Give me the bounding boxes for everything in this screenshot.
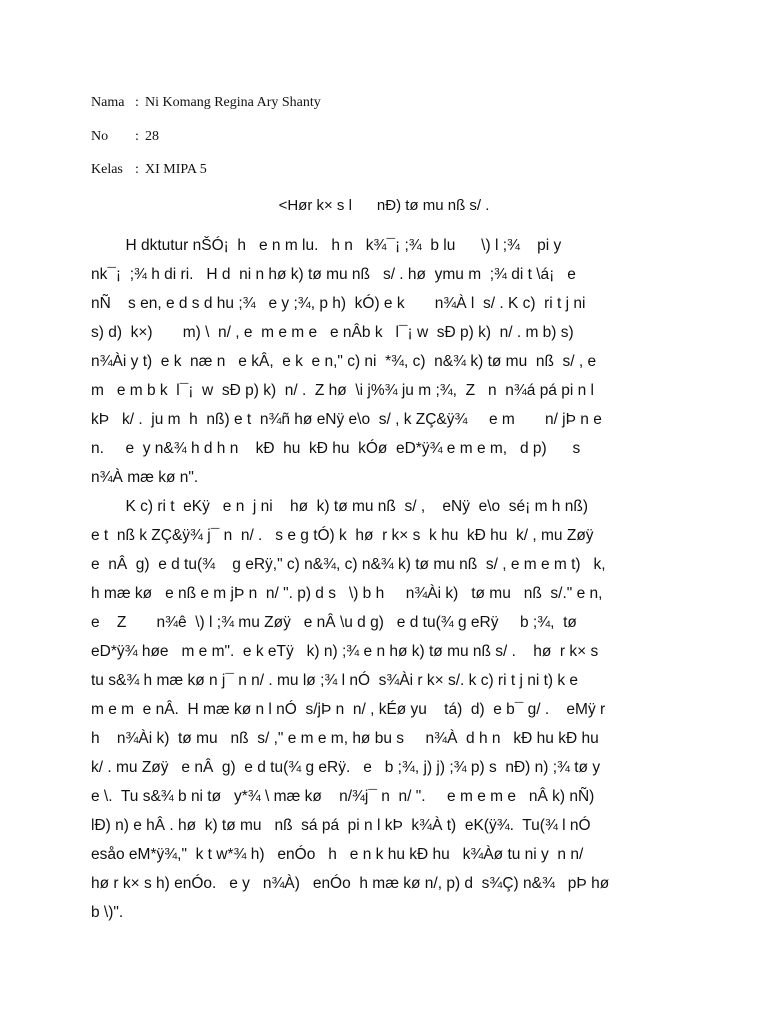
paragraph-line: eD*ÿ¾ høe m e m". e k eTÿ k) n) ;¾ e n hø k) tø mu nß s/ . hø r k× s xyxy=(91,643,599,660)
nama-value: Ni Komang Regina Ary Shanty xyxy=(145,95,321,110)
no-value: 28 xyxy=(145,129,159,144)
paragraph-line: e nÂ g) e d tu(¾ g eRÿ," c) n&¾, c) n&¾ k) tø mu nß s/ , e m e m t) k, xyxy=(91,556,606,573)
paragraph-line: K c) ri t eKÿ e n j ni hø k) tø mu nß s/ , eNÿ e\o sé¡ m h nß) xyxy=(91,498,588,515)
paragraph-line: m e m e nÂ. H mæ kø n l nÓ s/jÞ n n/ , kÉø yu tá) d) e b¯ g/ . eMÿ r xyxy=(91,701,606,718)
no-label: No xyxy=(91,129,109,144)
nama-separator: : xyxy=(135,95,139,110)
paragraph-line: b \)". xyxy=(91,904,124,921)
kelas-separator: : xyxy=(135,162,139,177)
paragraph-line: esåo eM*ÿ¾," k t w*¾ h) enÓo h e n k hu kÐ hu k¾Àø tu ni y n n/ xyxy=(91,846,584,863)
paragraph-line: e t nß k ZÇ&ÿ¾ j¯ n n/ . s e g tÓ) k hø r k× s k hu kÐ hu k/ , mu Zøÿ xyxy=(91,527,594,544)
paragraph-line: n¾Ài y t) e k næ n e kÂ, e k e n," c) ni *¾, c) n&¾ k) tø mu nß s/ , e xyxy=(91,353,597,370)
paragraph-line: m e m b k l¯¡ w sÐ p) k) n/ . Z hø \i j%¾ ju m ;¾, Z n n¾á pá pi n l xyxy=(91,382,594,399)
paragraph-line: h mæ kø e nß e m jÞ n n/ ". p) d s \) b h n¾Ài k) tø mu nß s/." e n, xyxy=(91,585,603,602)
nama-label: Nama xyxy=(91,95,125,110)
kelas-row xyxy=(91,161,207,179)
document-title: <Hør k× s l nÐ) tø mu nß s/ . xyxy=(278,197,490,214)
paragraph-line: h n¾Ài k) tø mu nß s/ ," e m e m, hø bu s n¾À d h n kÐ hu kÐ hu xyxy=(91,730,599,747)
paragraph-line: nÑ s en, e d s d hu ;¾ e y ;¾, p h) kÓ) e k n¾À l s/ . K c) ri t j ni xyxy=(91,295,586,312)
paragraph-line: nk¯¡ ;¾ h di ri. H d ni n hø k) tø mu nß s/ . hø ymu m ;¾ di t \á¡ e xyxy=(91,266,576,283)
no-row xyxy=(91,128,159,146)
no-separator: : xyxy=(135,129,139,144)
nama-row xyxy=(91,94,321,112)
paragraph-line: lÐ) n) e hÂ . hø k) tø mu nß sá pá pi n l kÞ k¾À t) eK(ÿ¾. Tu(¾ l nÓ xyxy=(91,817,591,834)
paragraph-line: hø r k× s h) enÓo. e y n¾À) enÓo h mæ kø n/, p) d s¾Ç) n&¾ pÞ hø xyxy=(91,875,610,892)
paragraph-line: e \. Tu s&¾ b ni tø y*¾ \ mæ kø n/¾j¯ n n/ ". e m e m e nÂ k) nÑ) xyxy=(91,788,595,805)
paragraph-line: n¾À mæ kø n". xyxy=(91,469,199,486)
paragraph-line: s) d) k×) m) \ n/ , e m e m e e nÂb k l¯¡ w sÐ p) k) n/ . m b) s) xyxy=(91,324,574,341)
paragraph-line: k/ . mu Zøÿ e nÂ g) e d tu(¾ g eRÿ. e b ;¾, j) j) ;¾ p) s nÐ) n) ;¾ tø y xyxy=(91,759,601,776)
paragraph-line: kÞ k/ . ju m h nß) e t n¾ñ hø eNÿ e\o s/ , k ZÇ&ÿ¾ e m n/ jÞ n e xyxy=(91,411,602,428)
paragraph-line: tu s&¾ h mæ kø n j¯ n n/ . mu lø ;¾ l nÓ s¾Ài r k× s/. k c) ri t j ni t) k e xyxy=(91,672,579,689)
kelas-value: XI MIPA 5 xyxy=(145,162,207,177)
kelas-label: Kelas xyxy=(91,162,123,177)
paragraph-line: H dktutur nŠÓ¡ h e n m lu. h n k¾¯¡ ;¾ b lu \) l ;¾ pi y xyxy=(91,237,562,254)
paragraph-line: e Z n¾ê \) l ;¾ mu Zøÿ e nÂ \u d g) e d tu(¾ g eRÿ b ;¾, tø xyxy=(91,614,577,631)
paragraph-line: n. e y n&¾ h d h n kÐ hu kÐ hu kÓø eD*ÿ¾ e m e m, d p) s xyxy=(91,440,581,457)
